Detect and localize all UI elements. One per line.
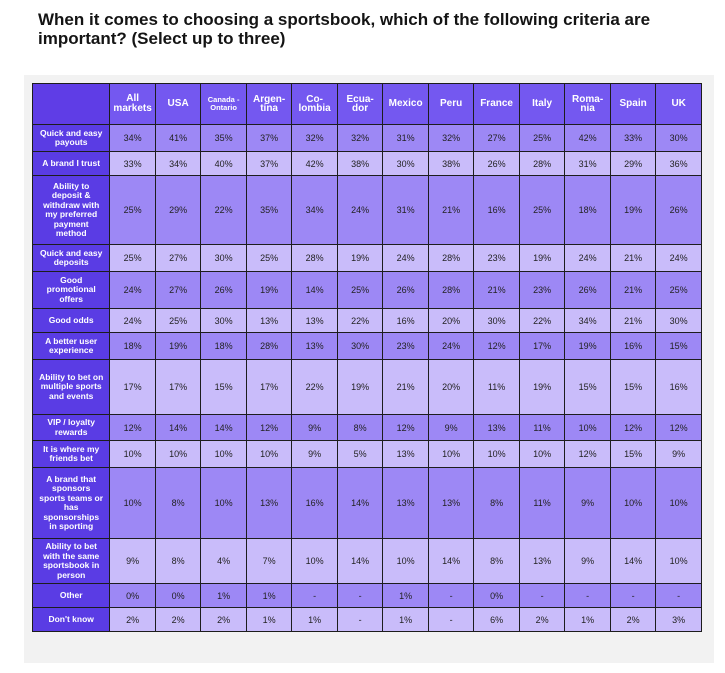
- table-cell: 28%: [292, 245, 338, 272]
- table-cell: 25%: [246, 245, 292, 272]
- row-label: A brand that sponsors sports teams or has sponsorships in sporting: [33, 468, 110, 539]
- table-cell: 25%: [519, 176, 565, 245]
- table-cell: 25%: [337, 272, 383, 309]
- table-cell: -: [337, 608, 383, 632]
- column-header: Mexico: [383, 84, 429, 125]
- column-header: Argen- tina: [246, 84, 292, 125]
- table-cell: 1%: [383, 584, 429, 608]
- table-cell: 37%: [246, 152, 292, 176]
- table-cell: 12%: [656, 415, 702, 441]
- table-cell: 17%: [519, 333, 565, 360]
- table-cell: 9%: [292, 441, 338, 468]
- column-header: USA: [155, 84, 201, 125]
- table-cell: 19%: [246, 272, 292, 309]
- table-cell: 9%: [428, 415, 474, 441]
- table-cell: 14%: [292, 272, 338, 309]
- table-cell: 30%: [656, 309, 702, 333]
- table-cell: 25%: [155, 309, 201, 333]
- table-row: [33, 441, 702, 468]
- table-cell: 15%: [201, 360, 247, 415]
- table-row: [33, 468, 702, 539]
- column-header: Canada - Ontario: [201, 84, 247, 125]
- table-cell: 2%: [610, 608, 656, 632]
- table-row: [33, 608, 702, 632]
- table-cell: 10%: [428, 441, 474, 468]
- column-header: France: [474, 84, 520, 125]
- table-cell: 38%: [428, 152, 474, 176]
- table-cell: 21%: [610, 245, 656, 272]
- table-cell: 10%: [155, 441, 201, 468]
- table-cell: 10%: [201, 468, 247, 539]
- table-cell: 29%: [610, 152, 656, 176]
- table-cell: 30%: [656, 125, 702, 152]
- table-cell: 16%: [383, 309, 429, 333]
- table-cell: 41%: [155, 125, 201, 152]
- table-cell: 27%: [155, 272, 201, 309]
- table-cell: 1%: [292, 608, 338, 632]
- table-cell: 28%: [428, 272, 474, 309]
- table-cell: 12%: [383, 415, 429, 441]
- table-cell: 2%: [201, 608, 247, 632]
- table-cell: 22%: [337, 309, 383, 333]
- table-cell: 32%: [428, 125, 474, 152]
- table-cell: 11%: [519, 415, 565, 441]
- table-cell: 34%: [565, 309, 611, 333]
- table-cell: 10%: [110, 441, 156, 468]
- table-cell: 1%: [246, 584, 292, 608]
- table-cell: 10%: [246, 441, 292, 468]
- column-header: Spain: [610, 84, 656, 125]
- row-label: A better user experience: [33, 333, 110, 360]
- table-row: [33, 152, 702, 176]
- table-cell: 19%: [519, 245, 565, 272]
- table-cell: -: [337, 584, 383, 608]
- table-cell: 24%: [110, 272, 156, 309]
- row-label: It is where my friends bet: [33, 441, 110, 468]
- column-header: UK: [656, 84, 702, 125]
- table-cell: 1%: [383, 608, 429, 632]
- table-cell: 22%: [519, 309, 565, 333]
- table-cell: 38%: [337, 152, 383, 176]
- table-cell: -: [292, 584, 338, 608]
- row-label: Don't know: [33, 608, 110, 632]
- table-cell: 21%: [610, 309, 656, 333]
- table-cell: 2%: [155, 608, 201, 632]
- table-cell: 16%: [292, 468, 338, 539]
- table-cell: 6%: [474, 608, 520, 632]
- table-cell: 15%: [656, 333, 702, 360]
- table-cell: 13%: [519, 539, 565, 584]
- table-cell: -: [610, 584, 656, 608]
- row-label: Good odds: [33, 309, 110, 333]
- table-cell: 12%: [610, 415, 656, 441]
- table-cell: 19%: [155, 333, 201, 360]
- table-cell: 14%: [155, 415, 201, 441]
- table-cell: 4%: [201, 539, 247, 584]
- table-cell: 42%: [292, 152, 338, 176]
- table-cell: 33%: [610, 125, 656, 152]
- table-cell: 13%: [383, 468, 429, 539]
- table-cell: 12%: [474, 333, 520, 360]
- table-cell: 30%: [383, 152, 429, 176]
- row-label: A brand I trust: [33, 152, 110, 176]
- table-cell: 37%: [246, 125, 292, 152]
- table-cell: 28%: [519, 152, 565, 176]
- table-cell: 24%: [656, 245, 702, 272]
- table-cell: 12%: [246, 415, 292, 441]
- table-cell: 14%: [337, 539, 383, 584]
- table-cell: 19%: [337, 245, 383, 272]
- table-row: [33, 584, 702, 608]
- table-cell: 24%: [428, 333, 474, 360]
- column-header: Ecua- dor: [337, 84, 383, 125]
- table-cell: -: [428, 608, 474, 632]
- table-cell: 34%: [110, 125, 156, 152]
- table-cell: 33%: [110, 152, 156, 176]
- table-cell: 15%: [610, 441, 656, 468]
- table-cell: 10%: [610, 468, 656, 539]
- table-cell: 13%: [246, 468, 292, 539]
- table-cell: 11%: [519, 468, 565, 539]
- table-cell: 0%: [110, 584, 156, 608]
- table-cell: 30%: [201, 309, 247, 333]
- table-cell: 10%: [292, 539, 338, 584]
- table-cell: 13%: [246, 309, 292, 333]
- table-cell: 30%: [337, 333, 383, 360]
- table-cell: 10%: [383, 539, 429, 584]
- table-row: [33, 125, 702, 152]
- table-cell: 10%: [110, 468, 156, 539]
- table-cell: 26%: [201, 272, 247, 309]
- table-cell: 1%: [201, 584, 247, 608]
- table-cell: 25%: [110, 176, 156, 245]
- table-cell: 21%: [474, 272, 520, 309]
- row-label: Quick and easy deposits: [33, 245, 110, 272]
- row-label: Ability to bet on multiple sports and events: [33, 360, 110, 415]
- table-row: [33, 272, 702, 309]
- table-cell: 25%: [656, 272, 702, 309]
- table-cell: 22%: [201, 176, 247, 245]
- table-cell: 21%: [383, 360, 429, 415]
- table-cell: 14%: [610, 539, 656, 584]
- table-cell: 17%: [155, 360, 201, 415]
- table-cell: 24%: [110, 309, 156, 333]
- table-cell: 12%: [565, 441, 611, 468]
- table-cell: -: [519, 584, 565, 608]
- table-cell: 31%: [383, 176, 429, 245]
- table-cell: 27%: [474, 125, 520, 152]
- row-label: Good promotional offers: [33, 272, 110, 309]
- table-cell: 22%: [292, 360, 338, 415]
- header-row: [33, 84, 702, 125]
- table-cell: 32%: [337, 125, 383, 152]
- criteria-table: [32, 83, 702, 632]
- column-header: All markets: [110, 84, 156, 125]
- table-cell: 10%: [656, 539, 702, 584]
- table-cell: 13%: [474, 415, 520, 441]
- table-cell: 8%: [155, 539, 201, 584]
- table-cell: 9%: [292, 415, 338, 441]
- table-cell: 14%: [201, 415, 247, 441]
- table-cell: 25%: [519, 125, 565, 152]
- table-cell: 9%: [565, 468, 611, 539]
- table-cell: 36%: [656, 152, 702, 176]
- table-cell: 19%: [337, 360, 383, 415]
- chart-title: When it comes to choosing a sportsbook, which of the following criteria are important? (Select up to three): [38, 10, 651, 48]
- table-cell: 10%: [474, 441, 520, 468]
- table-cell: 15%: [610, 360, 656, 415]
- table-cell: 10%: [565, 415, 611, 441]
- table-cell: 8%: [337, 415, 383, 441]
- table-cell: 13%: [292, 309, 338, 333]
- table-cell: 13%: [383, 441, 429, 468]
- table-cell: 8%: [474, 539, 520, 584]
- table-cell: 26%: [565, 272, 611, 309]
- table-cell: 28%: [246, 333, 292, 360]
- table-cell: 23%: [519, 272, 565, 309]
- table-cell: 18%: [110, 333, 156, 360]
- table-cell: 5%: [337, 441, 383, 468]
- table-cell: -: [565, 584, 611, 608]
- table-cell: 0%: [155, 584, 201, 608]
- table-cell: 30%: [201, 245, 247, 272]
- table-cell: 14%: [337, 468, 383, 539]
- table-cell: 10%: [519, 441, 565, 468]
- row-label: Other: [33, 584, 110, 608]
- table-cell: 31%: [565, 152, 611, 176]
- column-header: Co- lombia: [292, 84, 338, 125]
- table-cell: 23%: [383, 333, 429, 360]
- table-cell: 19%: [565, 333, 611, 360]
- row-label: Ability to deposit & withdraw with my preferred payment method: [33, 176, 110, 245]
- table-cell: -: [428, 584, 474, 608]
- table-cell: 32%: [292, 125, 338, 152]
- table-cell: 10%: [656, 468, 702, 539]
- table-cell: 8%: [155, 468, 201, 539]
- table-cell: 28%: [428, 245, 474, 272]
- table-cell: 25%: [110, 245, 156, 272]
- table-cell: 1%: [246, 608, 292, 632]
- table-cell: 19%: [519, 360, 565, 415]
- table-cell: 12%: [110, 415, 156, 441]
- table-cell: 18%: [201, 333, 247, 360]
- table-cell: 27%: [155, 245, 201, 272]
- table-cell: 19%: [610, 176, 656, 245]
- table-cell: 11%: [474, 360, 520, 415]
- table-cell: 2%: [110, 608, 156, 632]
- table-cell: 0%: [474, 584, 520, 608]
- table-row: [33, 245, 702, 272]
- table-cell: 7%: [246, 539, 292, 584]
- table-cell: 9%: [110, 539, 156, 584]
- row-label: VIP / loyalty rewards: [33, 415, 110, 441]
- table-cell: 14%: [428, 539, 474, 584]
- table-cell: 16%: [610, 333, 656, 360]
- table-cell: 40%: [201, 152, 247, 176]
- table-cell: 1%: [565, 608, 611, 632]
- table-cell: 18%: [565, 176, 611, 245]
- table-cell: 10%: [201, 441, 247, 468]
- table-cell: 16%: [474, 176, 520, 245]
- table-cell: 9%: [565, 539, 611, 584]
- table-cell: 24%: [565, 245, 611, 272]
- table-row: [33, 176, 702, 245]
- table-row: [33, 333, 702, 360]
- table-cell: 17%: [110, 360, 156, 415]
- table-cell: 2%: [519, 608, 565, 632]
- table-cell: 13%: [292, 333, 338, 360]
- table-cell: 26%: [474, 152, 520, 176]
- table-cell: 9%: [656, 441, 702, 468]
- table-cell: 23%: [474, 245, 520, 272]
- table-cell: 13%: [428, 468, 474, 539]
- table-cell: 26%: [656, 176, 702, 245]
- table-cell: 3%: [656, 608, 702, 632]
- table-cell: 15%: [565, 360, 611, 415]
- table-cell: 21%: [610, 272, 656, 309]
- table-cell: 20%: [428, 360, 474, 415]
- table-cell: 30%: [474, 309, 520, 333]
- table-cell: 8%: [474, 468, 520, 539]
- table-cell: 24%: [383, 245, 429, 272]
- table-cell: 26%: [383, 272, 429, 309]
- column-header: Italy: [519, 84, 565, 125]
- table-cell: -: [656, 584, 702, 608]
- column-header: Roma- nia: [565, 84, 611, 125]
- corner-cell: [33, 84, 110, 125]
- table-cell: 29%: [155, 176, 201, 245]
- table-row: [33, 309, 702, 333]
- table-row: [33, 539, 702, 584]
- table-cell: 34%: [292, 176, 338, 245]
- table-cell: 35%: [201, 125, 247, 152]
- table-cell: 17%: [246, 360, 292, 415]
- table-cell: 35%: [246, 176, 292, 245]
- table-cell: 34%: [155, 152, 201, 176]
- table-cell: 20%: [428, 309, 474, 333]
- table-row: [33, 415, 702, 441]
- table-cell: 21%: [428, 176, 474, 245]
- table-body: [33, 125, 702, 632]
- table-cell: 16%: [656, 360, 702, 415]
- table-cell: 42%: [565, 125, 611, 152]
- table-cell: 24%: [337, 176, 383, 245]
- column-header: Peru: [428, 84, 474, 125]
- table-row: [33, 360, 702, 415]
- row-label: Quick and easy payouts: [33, 125, 110, 152]
- table-cell: 31%: [383, 125, 429, 152]
- row-label: Ability to bet with the same sportsbook in person: [33, 539, 110, 584]
